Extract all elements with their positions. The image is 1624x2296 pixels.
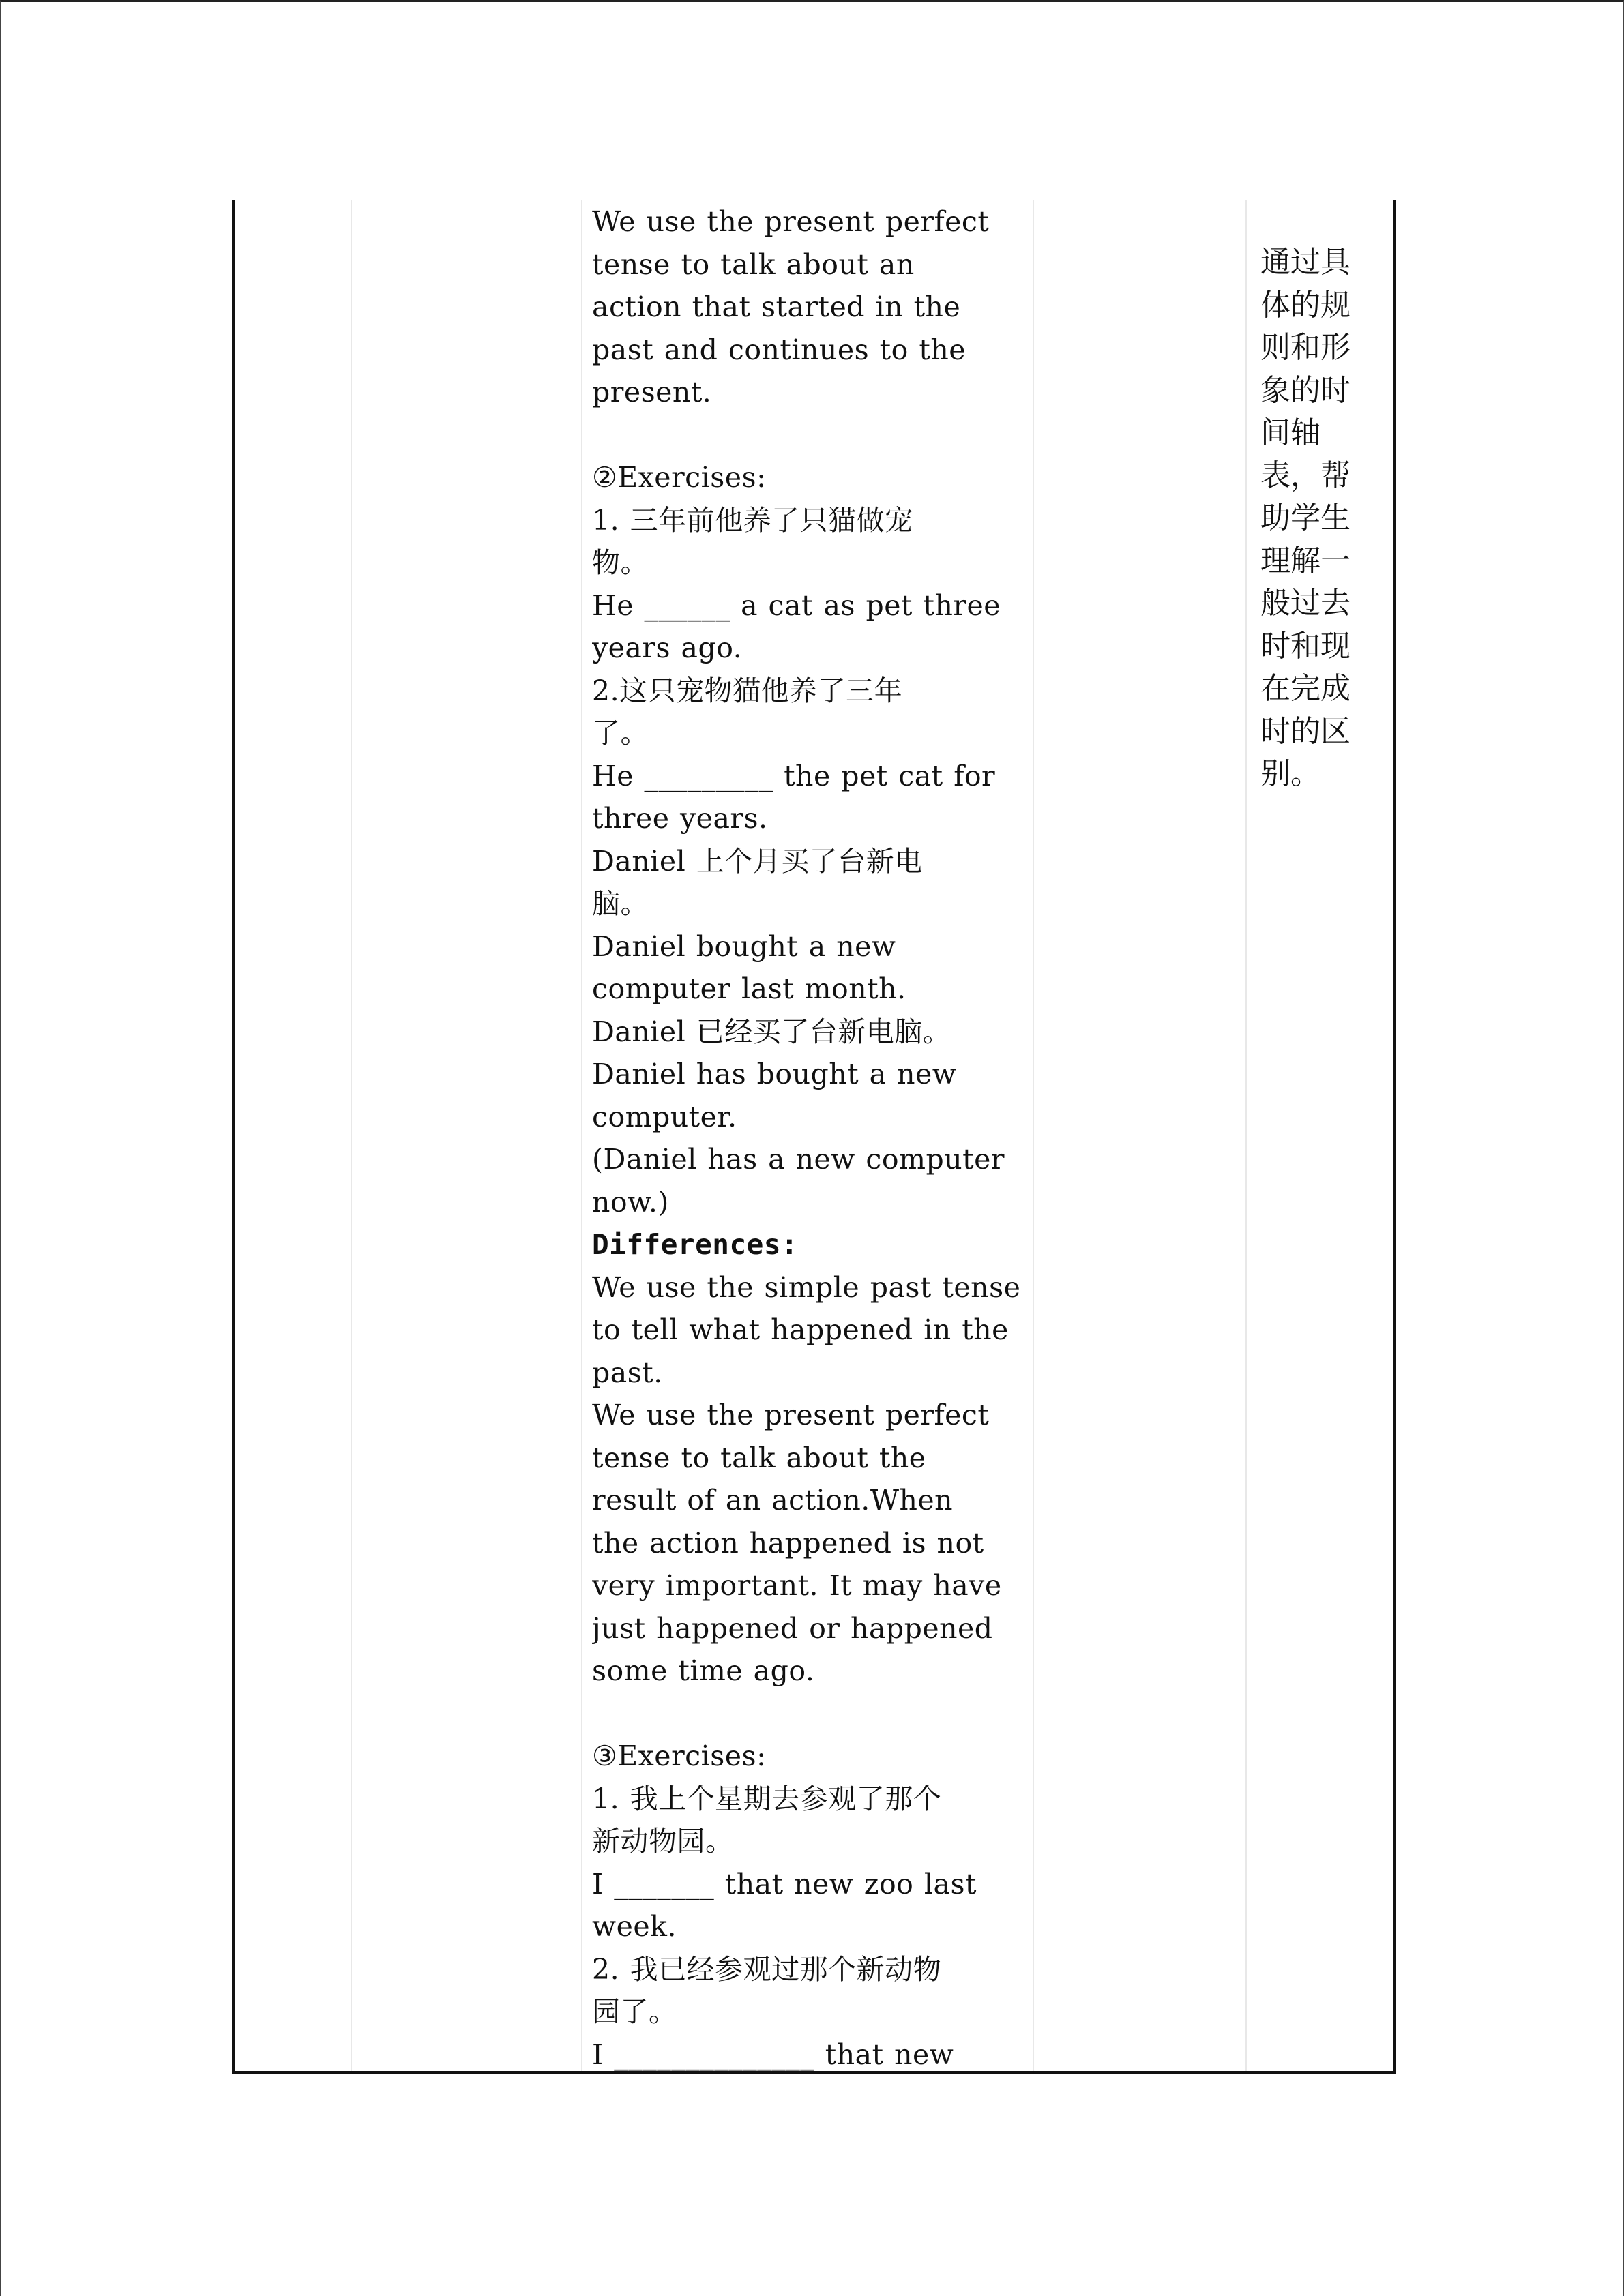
content-line: We use the simple past tense <box>592 1270 1021 1304</box>
content-line: 新动物园。 <box>592 1825 734 1858</box>
content-line: computer last month. <box>592 972 906 1005</box>
content-line: Daniel 上个月买了台新电 <box>592 844 923 878</box>
design-intent-cell <box>1245 200 1394 796</box>
column-divider <box>1033 200 1034 2071</box>
note-line: 间轴 <box>1260 415 1320 450</box>
content-line: 2.这只宠物猫他养了三年 <box>592 674 903 707</box>
content-line: result of an action.When <box>592 1484 954 1517</box>
content-line: action that started in the <box>592 290 961 323</box>
note-line: 般过去 <box>1260 586 1350 621</box>
note-line: 在完成 <box>1260 671 1350 706</box>
content-line: He ______ a cat as pet three <box>592 588 1001 622</box>
note-line: 助学生 <box>1260 501 1350 535</box>
content-line: 物。 <box>592 546 649 579</box>
content-line: 园了。 <box>592 1995 677 2028</box>
content-line: computer. <box>592 1100 737 1133</box>
content-line: very important. It may have <box>592 1569 1002 1602</box>
content-line: the action happened is not <box>592 1526 984 1560</box>
content-line: 了。 <box>592 717 649 749</box>
content-line: Daniel bought a new <box>592 929 896 963</box>
note-line: 时的区 <box>1260 713 1350 749</box>
column-divider <box>351 200 352 2071</box>
content-line: 2. 我已经参观过那个新动物 <box>592 1952 942 1986</box>
content-line: week. <box>592 1910 677 1943</box>
lesson-plan-table <box>232 200 1396 2074</box>
content-line: Daniel 已经买了台新电脑。 <box>592 1015 951 1048</box>
content-line: three years. <box>592 802 768 835</box>
content-line: past. <box>592 1356 663 1389</box>
content-line <box>592 414 1022 457</box>
content-line: ②Exercises: <box>592 461 767 494</box>
content-line: I _______ that new zoo last <box>592 1867 977 1900</box>
content-line: tense to talk about an <box>592 248 915 281</box>
content-line: 1. 我上个星期去参观了那个 <box>592 1782 942 1815</box>
note-line: 体的规 <box>1260 287 1350 323</box>
content-line: He _________ the pet cat for <box>592 759 996 792</box>
content-line <box>592 1693 1022 1735</box>
content-line: Differences: <box>592 1228 799 1261</box>
content-line: now.) <box>592 1185 669 1219</box>
content-line: tense to talk about the <box>592 1441 926 1474</box>
content-line: I ______________ that new <box>592 2038 954 2071</box>
note-line: 则和形 <box>1260 330 1350 365</box>
note-line: 表，帮 <box>1260 458 1350 493</box>
note-line: 别。 <box>1260 756 1320 791</box>
content-line: 1. 三年前他养了只猫做宠 <box>592 503 913 537</box>
content-line: Daniel has bought a new <box>592 1058 957 1090</box>
content-line: ③Exercises: <box>592 1740 767 1772</box>
note-line: 时和现 <box>1260 628 1350 664</box>
content-line: (Daniel has a new computer <box>592 1143 1005 1176</box>
content-line: 脑。 <box>592 887 649 920</box>
content-line: some time ago. <box>592 1654 815 1687</box>
teaching-content-cell <box>581 200 1033 2076</box>
note-line: 理解一 <box>1260 543 1350 578</box>
content-line: years ago. <box>592 631 743 664</box>
note-line: 象的时 <box>1260 372 1350 408</box>
note-line: 通过具 <box>1260 245 1350 280</box>
content-line: to tell what happened in the <box>592 1313 1009 1346</box>
content-line: past and continues to the <box>592 333 966 366</box>
content-line: just happened or happened <box>592 1611 993 1645</box>
content-line: We use the present perfect <box>592 205 990 238</box>
content-line: present. <box>592 376 712 408</box>
content-line: We use the present perfect <box>592 1399 990 1431</box>
